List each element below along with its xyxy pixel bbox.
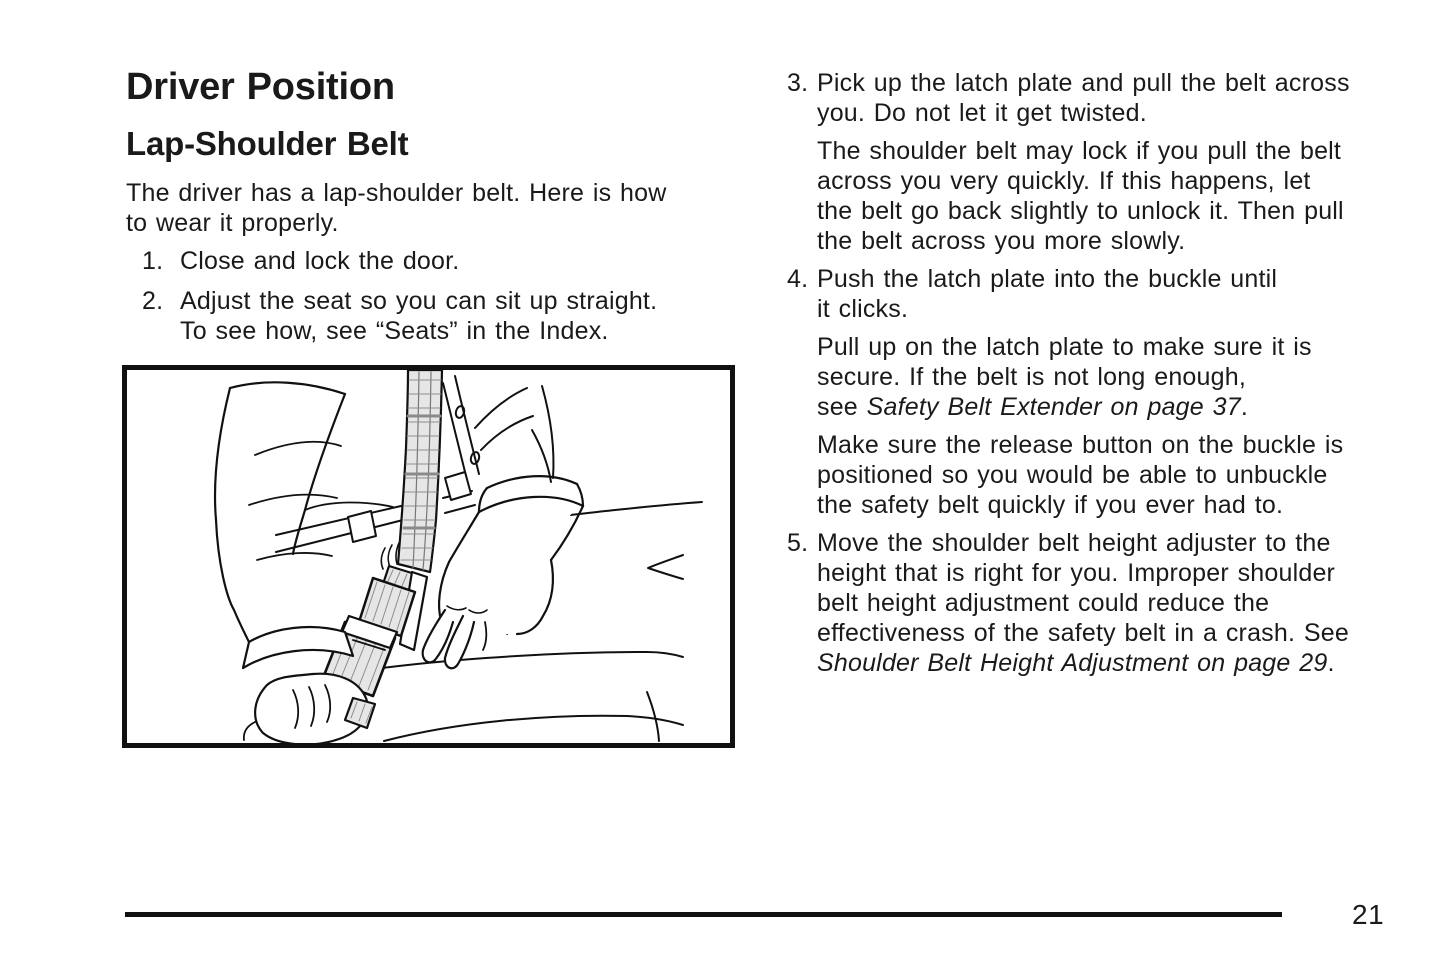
step-text [180,246,459,276]
text-line: To see how, see “Seats” in the Index. [180,317,609,345]
step-item-5 [787,528,1349,678]
text-line: Close and lock the door. [180,247,460,275]
page-title: Driver Position [126,66,395,108]
text-line: The driver has a lap-shoulder belt. Here is how [126,179,667,207]
text-line: Shoulder Belt Height Adjustment on page 29. [817,649,1335,677]
text-line: Push the latch plate into the buckle until [817,265,1278,293]
shoulder-belt [398,370,442,572]
text-line: secure. If the belt is not long enough, [817,363,1246,391]
waist-belt-lines [276,491,475,552]
step-item-3 [787,68,1350,128]
step-number: 2. [142,287,164,315]
step-text [817,528,1349,678]
step-4-paragraph-2 [817,430,1343,520]
text-line: the belt go back slightly to unlock it. Then pull [817,197,1344,225]
section-title: Lap-Shoulder Belt [126,125,409,162]
text-line: you. Do not let it get twisted. [817,99,1147,127]
footer-divider [125,912,1282,917]
step-4-paragraph-1 [817,332,1312,422]
step-item-1 [142,246,459,276]
text-line: effectiveness of the safety belt in a crash. See [817,619,1349,647]
seatbelt-buckling-illustration [127,370,730,743]
step-number: 5. [787,529,809,557]
step-text [817,68,1350,128]
torso-lines [443,376,554,482]
right-arm-hand [423,476,583,668]
text-line: Move the shoulder belt height adjuster to the [817,529,1331,557]
seatbelt-illustration-frame [122,365,735,748]
step-text [180,286,657,346]
text-line: to wear it properly. [126,209,339,237]
step-number: 4. [787,265,809,293]
intro-paragraph [126,178,667,238]
sleeve-tab [445,472,471,500]
text-line: Make sure the release button on the buckle is [817,431,1344,459]
step-3-paragraph [817,136,1344,256]
text-line: belt height adjustment could reduce the [817,589,1270,617]
motion-arcs [381,543,399,569]
text-line: across you very quickly. If this happens, let [817,167,1311,195]
text-line: Pick up the latch plate and pull the belt across [817,69,1350,97]
step-item-4 [787,264,1277,324]
text-line: see Safety Belt Extender on page 37. [817,393,1248,421]
text-line: height that is right for you. Improper shoulder [817,559,1336,587]
step-item-2 [142,286,657,346]
text-line: it clicks. [817,295,909,323]
step-number: 1. [142,247,164,275]
text-line: the safety belt quickly if you ever had to. [817,491,1284,519]
text-line: positioned so you would be able to unbuckle [817,461,1328,489]
text-line: Adjust the seat so you can sit up straight. [180,287,658,315]
page-number: 21 [1352,899,1385,930]
text-line: Pull up on the latch plate to make sure it is [817,333,1312,361]
text-line: the belt across you more slowly. [817,227,1186,255]
step-number: 3. [787,69,809,97]
text-line: The shoulder belt may lock if you pull the belt [817,137,1342,165]
step-text [817,264,1277,324]
